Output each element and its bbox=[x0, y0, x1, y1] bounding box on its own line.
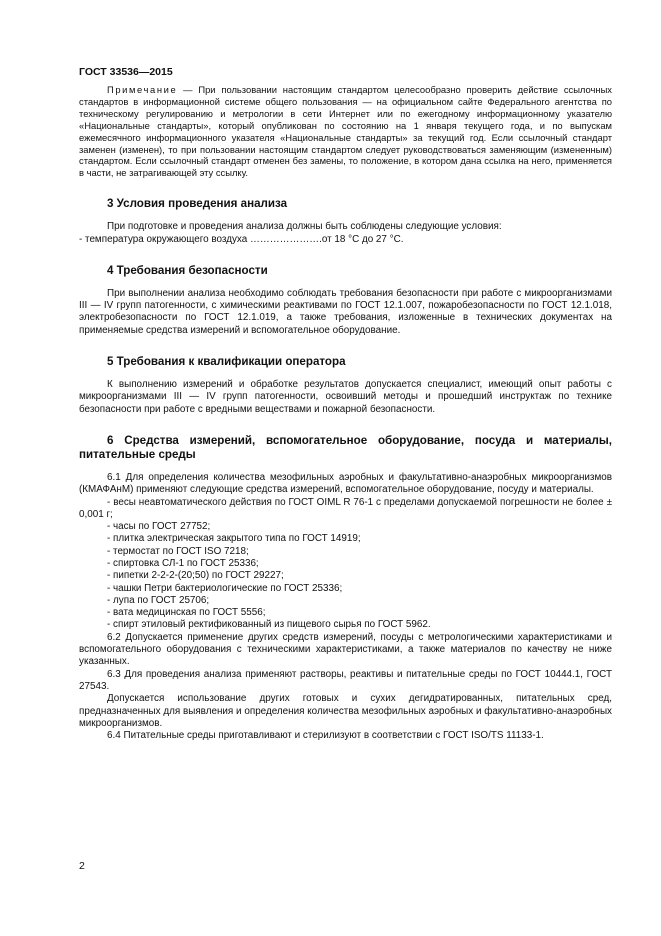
section-6-title: 6 Средства измерений, вспомогательное оборудование, посуда и материалы, питательные среды bbox=[79, 433, 612, 461]
list-item: - чашки Петри бактериологические по ГОСТ 25336; bbox=[107, 582, 343, 594]
list-item: - спирт этиловый ректификованный из пищевого сырья по ГОСТ 5962. bbox=[107, 619, 431, 631]
section-4-title: 4 Требования безопасности bbox=[107, 263, 268, 277]
section-3-paragraph: При подготовке и проведения анализа должны быть соблюдены следующие условия: bbox=[107, 221, 502, 233]
section-6-3-continuation: Допускается использование других готовых и сухих дегидратированных, питательных сред, предназначенных для выявления и определения количества мезофильных аэробных и факультативно-анаэробных микроорганизмов. bbox=[79, 693, 612, 729]
note-label: Примечание bbox=[107, 84, 178, 95]
list-item: - часы по ГОСТ 27752; bbox=[107, 521, 211, 533]
list-item: - спиртовка СЛ-1 по ГОСТ 25336; bbox=[107, 558, 259, 569]
document-code: ГОСТ 33536—2015 bbox=[79, 66, 173, 78]
section-6-1-paragraph: 6.1 Для определения количества мезофильных аэробных и факультативно-анаэробных микроорганизмов (КМАФАнМ) применяют следующие средства измерений, вспомогательное оборудование, посуду и материалы. bbox=[79, 471, 612, 496]
page-number: 2 bbox=[79, 860, 85, 872]
section-5-title: 5 Требования к квалификации оператора bbox=[107, 355, 346, 369]
list-item: - термостат по ГОСТ ISO 7218; bbox=[107, 545, 249, 557]
section-6-2-paragraph: 6.2 Допускается применение других средств измерений, посуды с метрологическими характеристиками и вспомогательного оборудования с техническими характеристиками, а также материалов по качеству не ниже указанных. bbox=[79, 631, 612, 668]
section-5-paragraph: К выполнению измерений и обработке результатов допускается специалист, имеющий опыт работы с микроорганизмами III — IV групп патогенности, освоивший методы и прошедший инструктаж по технике безопасности при работе с вредными веществами и пожарной безопасности. bbox=[79, 379, 612, 415]
section-3-condition: - температура окружающего воздуха ………………….от 18 °С до 27 °С. bbox=[79, 233, 404, 245]
section-4-paragraph: При выполнении анализа необходимо соблюдать требования безопасности при работе с микроорганизмами III — IV групп патогенности, с химическими реактивами по ГОСТ 12.1.007, пожаробезопасности по ГОСТ 12.1.018, электробезопасности по ГОСТ 12.1.019, а также требования, изложенные в технических документах на применяемые средства измерений и вспомогательное оборудование. bbox=[79, 287, 612, 336]
list-item: - плитка электрическая закрытого типа по ГОСТ 14919; bbox=[107, 533, 361, 545]
list-item: - весы неавтоматического действия по ГОСТ OIML R 76-1 с пределами допускаемой погрешности не более ± 0,001 г; bbox=[79, 496, 612, 520]
page-content bbox=[79, 84, 612, 742]
list-item: - вата медицинская по ГОСТ 5556; bbox=[107, 607, 266, 619]
note-text: — При пользовании настоящим стандартом целесообразно проверить действие ссылочных стандартов в информационной системе общего пользования — на официальном сайте Федерального агентства по техническому регулированию и метрологии в сети Интернет или по ежегодному информационному указателю «Национальные стандарты», который опубликован по состоянию на 1 января текущего года, и по выпускам ежемесячного информационного указателя «Национальные стандарты» за текущий год. Если ссылочный стандарт заменен (изменен), то при пользовании настоящим стандартом следует руководствоваться заменяющим (измененным) стандартом. Если ссылочный стандарт отменен без замены, то положение, в котором дана ссылка на него, применяется в части, не затрагивающей эту ссылку. bbox=[79, 84, 612, 179]
list-item: - лупа по ГОСТ 25706; bbox=[107, 594, 210, 606]
list-item: - пипетки 2-2-2-(20;50) по ГОСТ 29227; bbox=[107, 570, 284, 582]
section-6-3-paragraph: 6.3 Для проведения анализа применяют растворы, реактивы и питательные среды по ГОСТ 10444.1, ГОСТ 27543. bbox=[79, 668, 612, 692]
reference-note bbox=[79, 84, 612, 179]
section-3-title: 3 Условия проведения анализа bbox=[107, 197, 288, 211]
section-6-4-paragraph: 6.4 Питательные среды приготавливают и стерилизуют в соответствии с ГОСТ ISO/TS 11133-1. bbox=[107, 730, 544, 742]
